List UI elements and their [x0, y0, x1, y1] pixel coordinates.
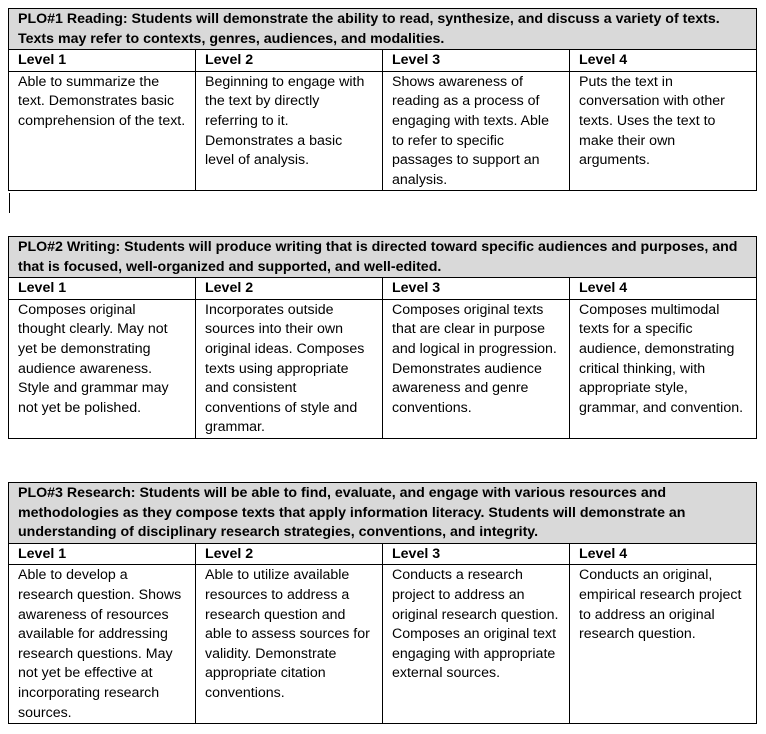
text-cursor: [9, 193, 10, 213]
plo1-level2-label: Level 2: [196, 50, 383, 72]
plo2-level2-description: Incorporates outside sources into their own original ideas. Composes texts using appropriate and consistent conventions of style and grammar.: [196, 299, 383, 438]
plo1-level1-description: Able to summarize the text. Demonstrates basic comprehension of the text.: [9, 71, 196, 191]
plo3-level2-description: Able to utilize available resources to address a research question and able to assess sources for validity. Demonstrate appropriate citation conventions.: [196, 565, 383, 724]
plo3-level1-description: Able to develop a research question. Shows awareness of resources available for addressing research questions. May not yet be effective at incorporating research sources.: [9, 565, 196, 724]
plo2-level4-description: Composes multimodal texts for a specific audience, demonstrating critical thinking, with appropriate style, grammar, and convention.: [570, 299, 757, 438]
plo2-heading: PLO#2 Writing: Students will produce writing that is directed toward specific audiences and purposes, and that is focused, well-organized and supported, and well-edited.: [9, 237, 757, 278]
plo3-heading: PLO#3 Research: Students will be able to find, evaluate, and engage with various resources and methodologies as they compose texts that apply information literacy. Students will demonstrate an understanding of disciplinary research strategies, conventions, and integrity.: [9, 483, 757, 544]
plo1-level4-label: Level 4: [570, 50, 757, 72]
plo1-heading: PLO#1 Reading: Students will demonstrate the ability to read, synthesize, and discuss a variety of texts. Texts may refer to contexts, genres, audiences, and modalities.: [9, 9, 757, 50]
plo2-level3-label: Level 3: [383, 278, 570, 300]
plo3-level3-description: Conducts a research project to address an original research question. Composes an original text engaging with appropriate external sources.: [383, 565, 570, 724]
plo1-level4-description: Puts the text in conversation with other texts. Uses the text to make their own arguments.: [570, 71, 757, 191]
plo2-level1-label: Level 1: [9, 278, 196, 300]
plo3-level4-label: Level 4: [570, 543, 757, 565]
plo3-level3-label: Level 3: [383, 543, 570, 565]
plo2-level1-description: Composes original thought clearly. May not yet be demonstrating audience awareness. Style and grammar may not yet be polished.: [9, 299, 196, 438]
plo3-level1-label: Level 1: [9, 543, 196, 565]
plo2-level2-label: Level 2: [196, 278, 383, 300]
plo2-rubric-table: [8, 236, 757, 439]
plo1-level3-label: Level 3: [383, 50, 570, 72]
plo3-rubric-table: [8, 482, 757, 724]
plo3-level4-description: Conducts an original, empirical research project to address an original research question.: [570, 565, 757, 724]
plo2-level4-label: Level 4: [570, 278, 757, 300]
plo1-rubric-table: [8, 8, 757, 191]
plo1-level3-description: Shows awareness of reading as a process of engaging with texts. Able to refer to specific passages to support an analysis.: [383, 71, 570, 191]
plo1-level1-label: Level 1: [9, 50, 196, 72]
plo3-level2-label: Level 2: [196, 543, 383, 565]
plo2-level3-description: Composes original texts that are clear in purpose and logical in progression. Demonstrates audience awareness and genre conventions.: [383, 299, 570, 438]
plo1-level2-description: Beginning to engage with the text by directly referring to it. Demonstrates a basic level of analysis.: [196, 71, 383, 191]
